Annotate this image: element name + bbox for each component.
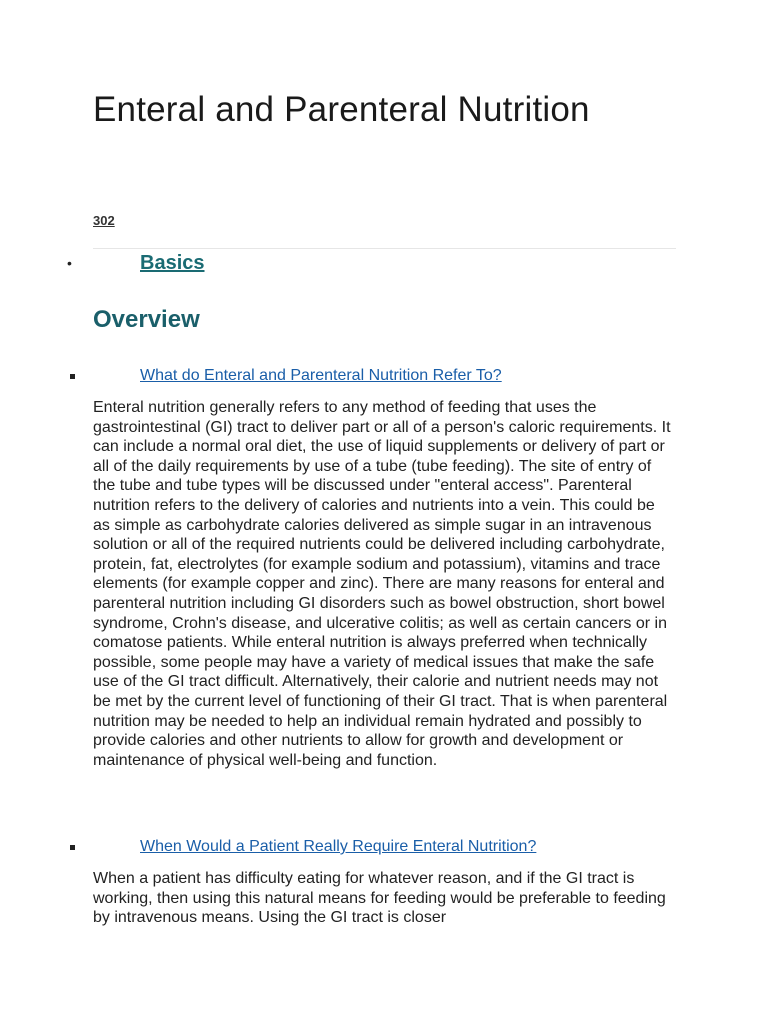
question-link-2[interactable]: When Would a Patient Really Require Enteral Nutrition? (140, 838, 537, 855)
page-title: Enteral and Parenteral Nutrition (93, 90, 590, 129)
bullet-square-icon (70, 374, 75, 379)
section-heading: Overview (93, 306, 200, 333)
question-link-1[interactable]: What do Enteral and Parenteral Nutrition Refer To? (140, 367, 502, 384)
divider (93, 248, 676, 249)
answer-paragraph-1: Enteral nutrition generally refers to any method of feeding that uses the gastrointestinal (GI) tract to deliver part or all of a person's caloric requirements. It can include a normal oral diet, the use of liquid supplements or delivery of part or all of the daily requirements by use of a tube (tube feeding). The site of entry of the tube and tube types will be discussed under "enteral access". Parenteral nutrition refers to the delivery of calories and nutrients into a vein. This could be as simple as carbohydrate calories delivered as simple sugar in an intravenous solution or all of the required nutrients could be delivered including carbohydrate, protein, fat, electrolytes (for example sodium and potassium), vitamins and trace elements (for example copper and zinc). There are many reasons for enteral and parenteral nutrition including GI disorders such as bowel obstruction, short bowel syndrome, Crohn's disease, and ulcerative colitis; as well as certain cancers or in comatose patients. While enteral nutrition is always preferred when technically possible, some people may have a variety of medical issues that make the safe use of the GI tract difficult. Alternatively, their calorie and nutrient needs may not be met by the current level of functioning of their GI tract. That is when parenteral nutrition may be needed to help an individual remain hydrated and possibly to provide calories and other nutrients to allow for growth and development or maintenance of physical well-being and function. (93, 399, 671, 769)
bullet-square-icon (70, 845, 75, 850)
basics-section-link[interactable]: Basics (140, 252, 205, 274)
document-code-link[interactable]: 302 (93, 213, 115, 228)
bullet-disc-icon: • (67, 255, 72, 271)
answer-paragraph-2: When a patient has difficulty eating for whatever reason, and if the GI tract is working, then using this natural means for feeding would be preferable to feeding by intravenous means. Using the GI tract is closer (93, 870, 666, 927)
